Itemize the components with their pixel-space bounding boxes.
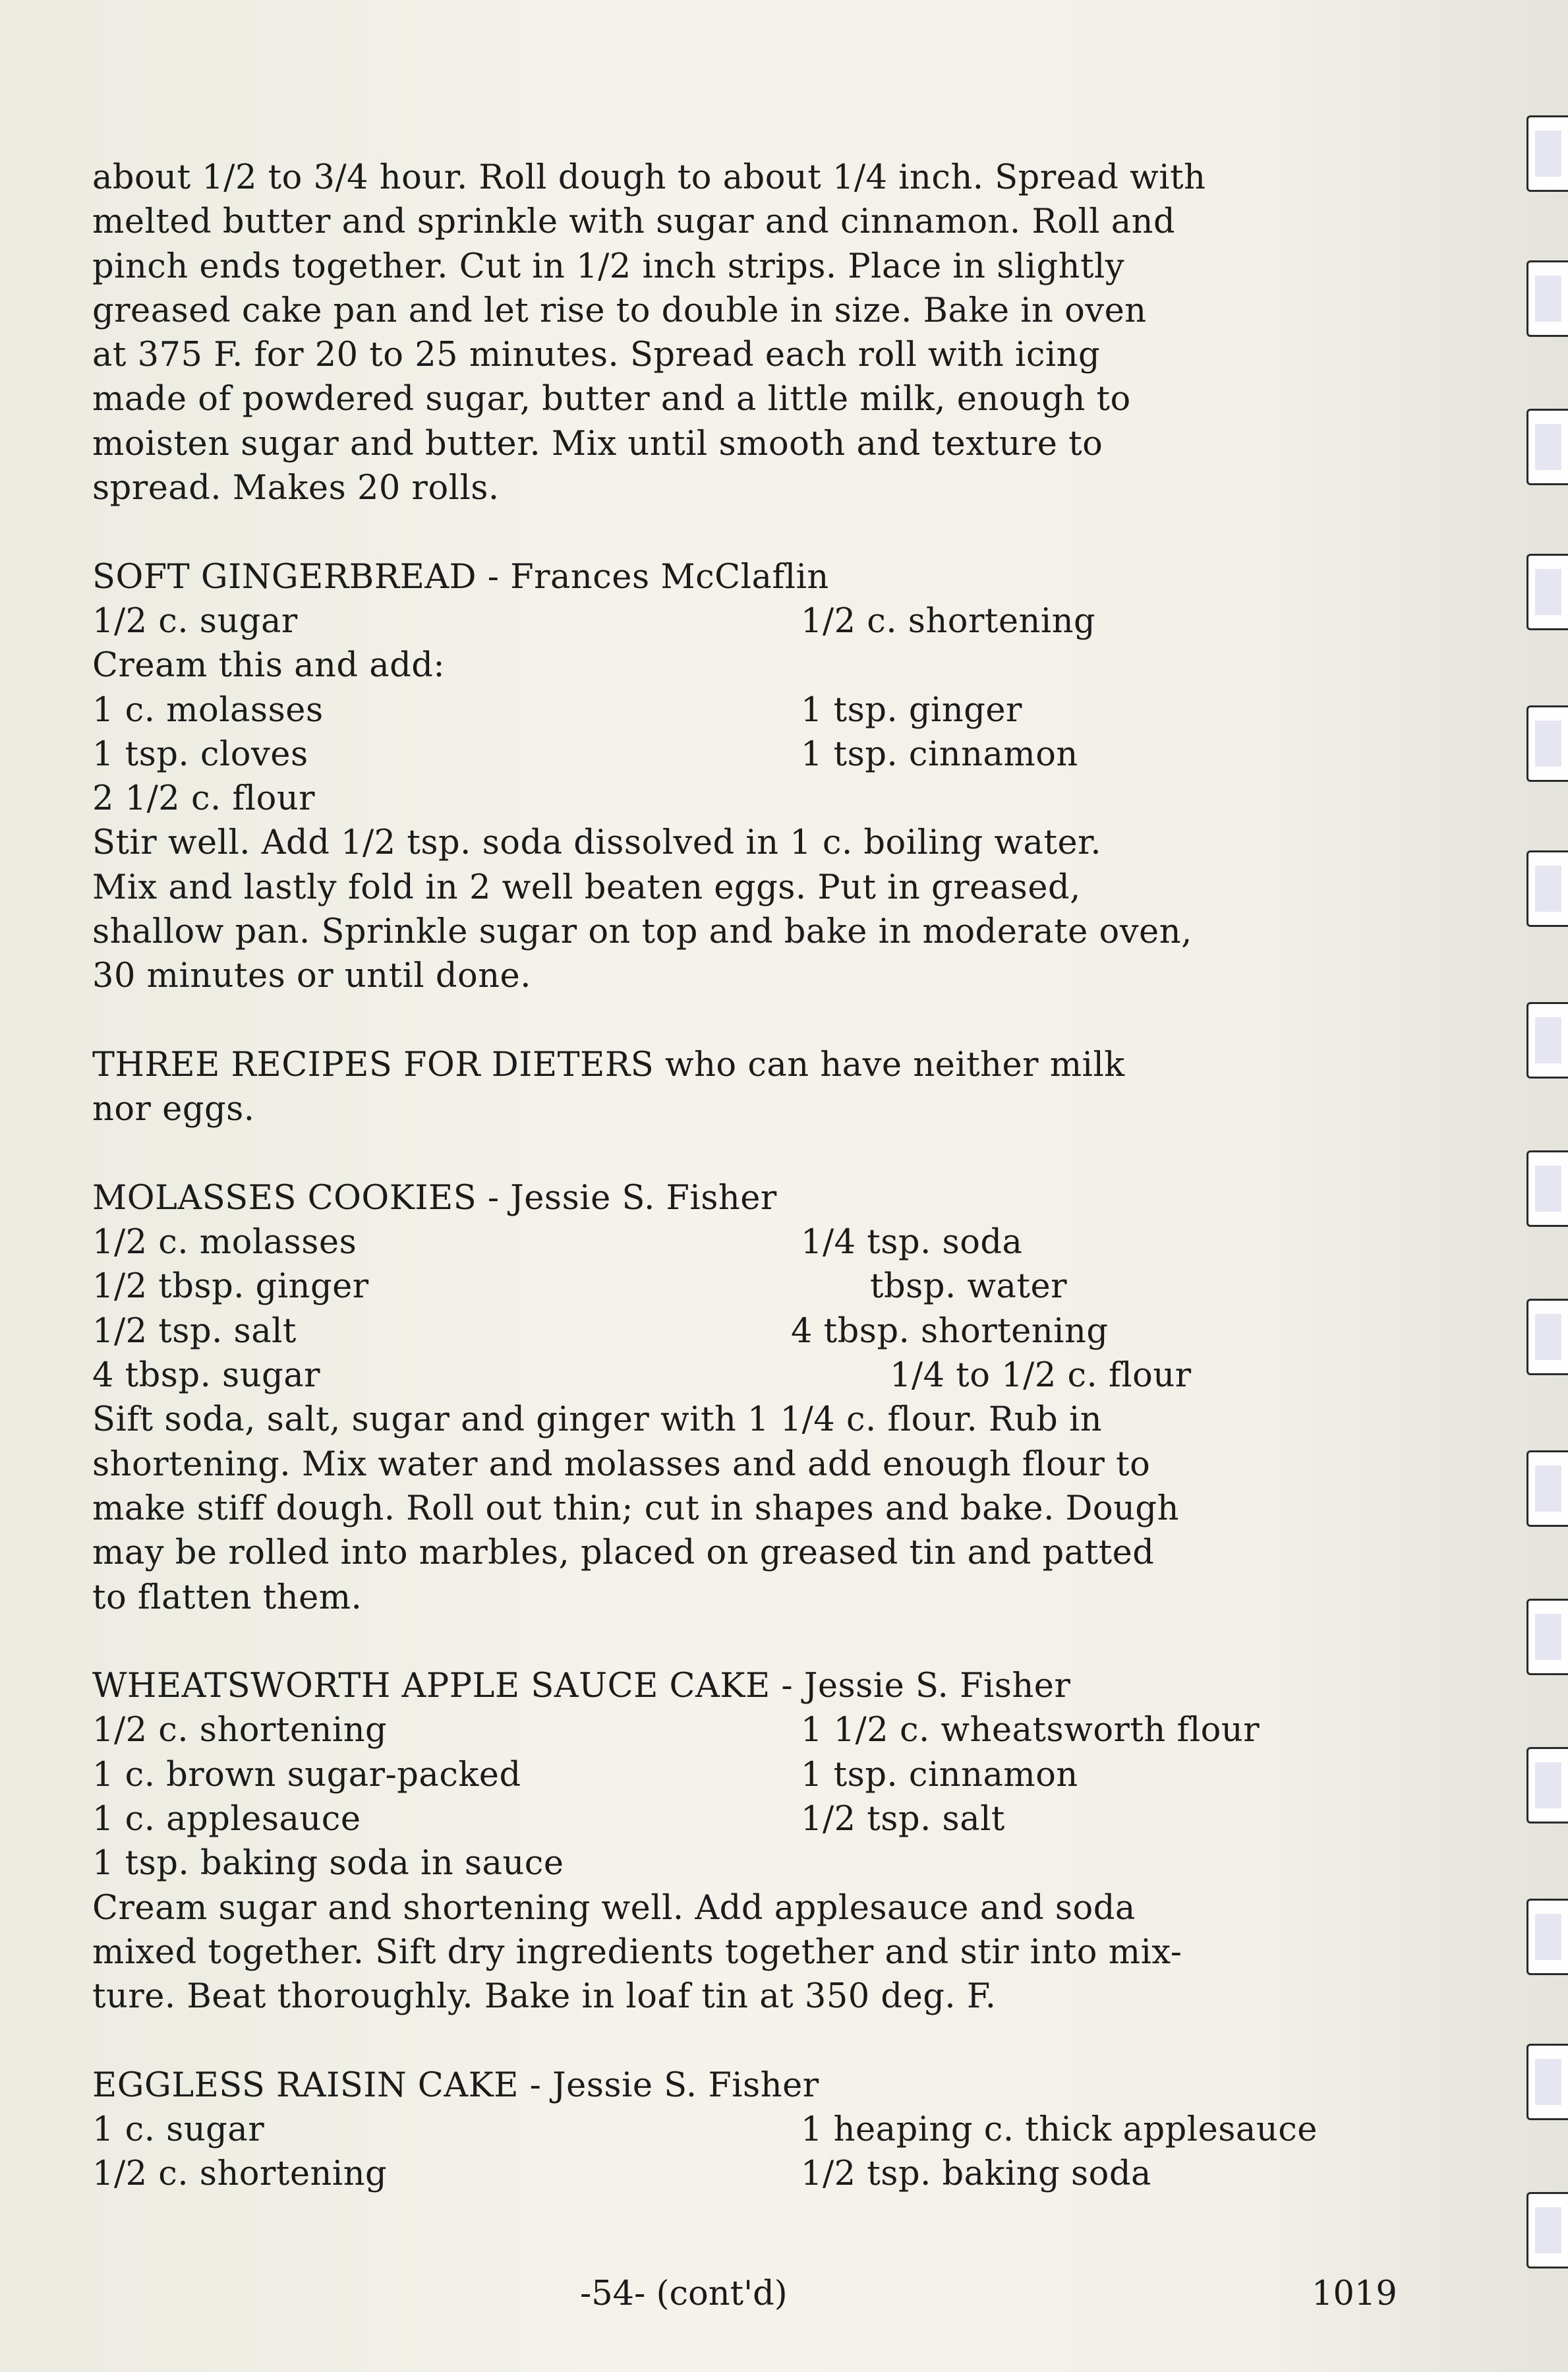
- recipe-title: SOFT GINGERBREAD - Frances McClaflin: [92, 557, 829, 597]
- section-heading: THREE RECIPES FOR DIETERS who can have neither milk: [92, 1045, 1125, 1084]
- binding-ring: [1526, 2192, 1568, 2268]
- directions-line: make stiff dough. Roll out thin; cut in shapes and bake. Dough: [92, 1489, 1179, 1528]
- recipe-wheatsworth-apple-sauce-cake: [92, 1664, 1410, 2019]
- ingredient-row: [92, 2108, 1410, 2152]
- dieters-note: [92, 1043, 1410, 1132]
- ingredient: 1 c. sugar: [92, 2110, 265, 2150]
- directions-line: shortening. Mix water and molasses and add enough flour to: [92, 1444, 1151, 1484]
- ingredient-row: [92, 599, 1410, 643]
- ingredient: 1 tsp. cinnamon: [801, 1755, 1078, 1794]
- page-content: [92, 156, 1410, 2197]
- intro-line: spread. Makes 20 rolls.: [92, 469, 500, 508]
- ingredient: 1 heaping c. thick applesauce: [801, 2110, 1318, 2150]
- intro-line: moisten sugar and butter. Mix until smooth and texture to: [92, 424, 1103, 463]
- ingredient-row: [92, 2152, 1410, 2196]
- intro-section: [92, 156, 1410, 510]
- ingredient-row: [92, 732, 1410, 777]
- directions-line: 30 minutes or until done.: [92, 957, 531, 996]
- ingredient: 1/2 tbsp. ginger: [92, 1267, 369, 1307]
- ingredient: 1/2 c. molasses: [92, 1223, 357, 1262]
- directions-line: Cream sugar and shortening well. Add applesauce and soda: [92, 1888, 1136, 1928]
- section-heading: nor eggs.: [92, 1090, 255, 1129]
- ingredient: 1 c. applesauce: [92, 1799, 361, 1839]
- directions-line: Mix and lastly fold in 2 well beaten eggs. Put in greased,: [92, 868, 1081, 907]
- recipe-soft-gingerbread: [92, 555, 1410, 999]
- ingredient: 1/4 to 1/2 c. flour: [890, 1356, 1192, 1396]
- directions-line: Stir well. Add 1/2 tsp. soda dissolved in 1 c. boiling water.: [92, 823, 1102, 863]
- intro-line: at 375 F. for 20 to 25 minutes. Spread each roll with icing: [92, 336, 1101, 375]
- recipe-title: WHEATSWORTH APPLE SAUCE CAKE - Jessie S. Fisher: [92, 1667, 1071, 1706]
- ingredient-row: [92, 1708, 1410, 1752]
- directions-line: may be rolled into marbles, placed on greased tin and patted: [92, 1533, 1155, 1573]
- recipe-title: EGGLESS RAISIN CAKE - Jessie S. Fisher: [92, 2065, 819, 2105]
- ingredient: 1/2 c. shortening: [801, 601, 1096, 641]
- recipe-eggless-raisin-cake: [92, 2063, 1410, 2197]
- directions-line: mixed together. Sift dry ingredients together and stir into mix-: [92, 1932, 1182, 1972]
- binding-ring: [1526, 1150, 1568, 1227]
- directions-line: Sift soda, salt, sugar and ginger with 1 1/4 c. flour. Rub in: [92, 1400, 1103, 1440]
- ingredient: 1 c. molasses: [92, 690, 324, 730]
- directions-line: to flatten them.: [92, 1578, 363, 1617]
- ingredient-row: [92, 688, 1410, 732]
- ingredient: tbsp. water: [870, 1267, 1067, 1307]
- page-number: -54- (cont'd): [580, 2274, 788, 2313]
- ingredient: 2 1/2 c. flour: [92, 779, 316, 819]
- binding-ring: [1526, 1002, 1568, 1079]
- binding-ring: [1526, 1747, 1568, 1823]
- directions-line: shallow pan. Sprinkle sugar on top and bake in moderate oven,: [92, 912, 1192, 952]
- ingredient-row: [92, 1753, 1410, 1797]
- recipe-title: MOLASSES COOKIES - Jessie S. Fisher: [92, 1178, 777, 1218]
- ingredient: 1/2 tsp. salt: [801, 1799, 1005, 1839]
- page-code: 1019: [1312, 2274, 1397, 2313]
- binding-ring: [1526, 1599, 1568, 1675]
- directions-line: ture. Beat thoroughly. Bake in loaf tin at 350 deg. F.: [92, 1977, 997, 2017]
- binding-ring: [1526, 2044, 1568, 2120]
- ingredient-row: [92, 1309, 1410, 1353]
- intro-line: about 1/2 to 3/4 hour. Roll dough to about 1/4 inch. Spread with: [92, 158, 1206, 197]
- ingredient: 1 tsp. baking soda in sauce: [92, 1844, 564, 1883]
- intro-line: greased cake pan and let rise to double in size. Bake in oven: [92, 291, 1147, 330]
- ingredient-row: [92, 1220, 1410, 1264]
- ingredient: 4 tbsp. shortening: [791, 1311, 1109, 1351]
- recipe-molasses-cookies: [92, 1176, 1410, 1620]
- ingredient: 1/2 c. shortening: [92, 1711, 388, 1750]
- ingredient: 1 c. brown sugar-packed: [92, 1755, 521, 1794]
- ingredient: 1 1/2 c. wheatsworth flour: [801, 1711, 1260, 1750]
- ingredient: 1 tsp. cinnamon: [801, 734, 1078, 774]
- binding-ring: [1526, 1299, 1568, 1375]
- ingredient: 1/2 tsp. baking soda: [801, 2154, 1151, 2194]
- binding-ring: [1526, 1450, 1568, 1527]
- binding-ring: [1526, 115, 1568, 192]
- ingredient: 1/2 tsp. salt: [92, 1311, 297, 1351]
- binding-ring: [1526, 554, 1568, 630]
- instruction-line: Cream this and add:: [92, 646, 446, 686]
- intro-line: melted butter and sprinkle with sugar and cinnamon. Roll and: [92, 202, 1176, 242]
- binding-ring: [1526, 705, 1568, 782]
- ingredient-row: [92, 1797, 1410, 1841]
- binding-ring: [1526, 409, 1568, 485]
- binding-ring: [1526, 260, 1568, 337]
- binding-ring: [1526, 850, 1568, 927]
- ingredient: 1/2 c. sugar: [92, 601, 298, 641]
- intro-line: made of powdered sugar, butter and a little milk, enough to: [92, 380, 1131, 419]
- ingredient: 1/4 tsp. soda: [801, 1223, 1023, 1262]
- ingredient-row: [92, 1264, 1410, 1309]
- binding-ring: [1526, 1899, 1568, 1975]
- ingredient: 1/2 c. shortening: [92, 2154, 388, 2194]
- intro-line: pinch ends together. Cut in 1/2 inch strips. Place in slightly: [92, 247, 1125, 286]
- ingredient: 1 tsp. ginger: [801, 690, 1022, 730]
- ingredient-row: [92, 1353, 1410, 1398]
- ingredient: 1 tsp. cloves: [92, 734, 308, 774]
- ingredient: 4 tbsp. sugar: [92, 1356, 320, 1396]
